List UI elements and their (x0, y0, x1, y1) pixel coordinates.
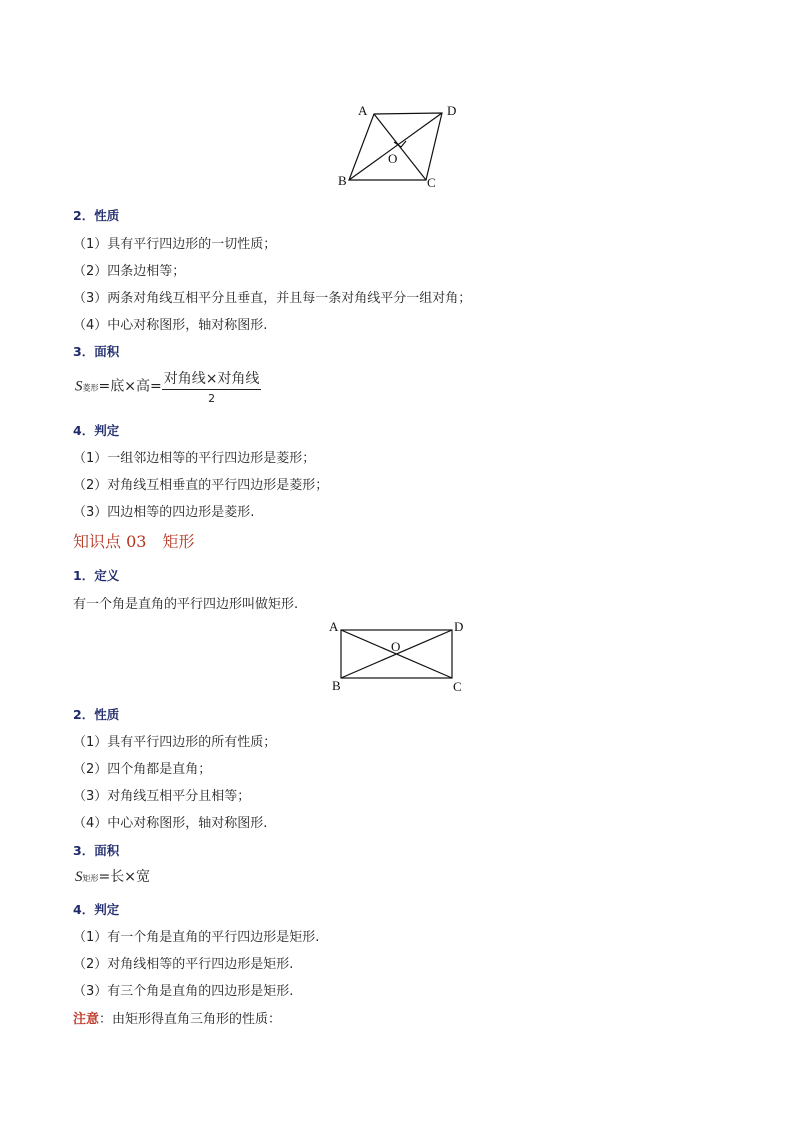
rect-label-o: O (391, 639, 401, 654)
rhombus-property-3: （3）两条对角线互相平分且垂直，并且每一条对角线平分一组对角； (73, 291, 472, 306)
rhombus-property-4: （4）中心对称图形，轴对称图形. (73, 318, 268, 333)
area-denominator: 2 (208, 392, 216, 405)
rect-area-subscript: 矩形 (82, 874, 99, 883)
rect-label-b: B (332, 678, 341, 693)
rhombus-criterion-1: （1）一组邻边相等的平行四边形是菱形； (73, 451, 316, 466)
rect-area-heading: 3．面积 (73, 843, 120, 858)
section-title: 知识点 03 矩形 (73, 532, 195, 551)
rhombus-label-a: A (358, 103, 368, 118)
rect-criterion-2: （2）对角线相等的平行四边形是矩形. (73, 957, 294, 972)
rect-property-4: （4）中心对称图形，轴对称图形. (73, 816, 268, 831)
rhombus-properties-heading: 2．性质 (73, 208, 120, 223)
rect-properties-heading: 2．性质 (73, 707, 120, 722)
rect-area-formula (75, 866, 150, 886)
area-subscript: 菱形 (82, 383, 99, 393)
rhombus-label-c: C (427, 175, 436, 190)
rhombus-label-d: D (447, 103, 457, 118)
rect-definition-heading: 1．定义 (73, 568, 120, 583)
rect-area-rest: =长×宽 (98, 869, 150, 885)
rect-criterion-1: （1）有一个角是直角的平行四边形是矩形. (73, 930, 320, 945)
rhombus-criterion-3: （3）四边相等的四边形是菱形. (73, 505, 255, 520)
rhombus-area-formula (75, 368, 261, 405)
area-symbol: S (75, 378, 83, 395)
note-label: 注意 (73, 1012, 100, 1027)
rhombus-property-2: （2）四条边相等； (73, 264, 186, 279)
rect-criterion-3: （3）有三个角是直角的四边形是矩形. (73, 984, 294, 999)
area-fraction (162, 368, 262, 405)
rhombus-criteria-heading: 4．判定 (73, 423, 120, 438)
rhombus-criterion-2: （2）对角线互相垂直的平行四边形是菱形； (73, 478, 329, 493)
rect-definition: 有一个角是直角的平行四边形叫做矩形. (73, 597, 299, 612)
rhombus-area-heading: 3．面积 (73, 344, 120, 359)
rect-label-a: A (329, 619, 339, 634)
rect-label-d: D (454, 619, 464, 634)
rect-label-c: C (453, 679, 462, 694)
rhombus-label-b: B (338, 173, 347, 188)
rect-property-2: （2）四个角都是直角； (73, 762, 212, 777)
rhombus-label-o: O (388, 151, 398, 166)
note-line (73, 1008, 281, 1027)
rect-area-symbol: S (75, 869, 83, 885)
area-middle: =底×高= (98, 378, 162, 395)
rect-property-3: （3）对角线互相平分且相等； (73, 789, 251, 804)
rectangle-figure (325, 618, 470, 696)
note-text: ：由矩形得直角三角形的性质： (99, 1012, 282, 1027)
rect-criteria-heading: 4．判定 (73, 902, 120, 917)
area-numerator: 对角线×对角线 (162, 368, 262, 390)
rect-property-1: （1）具有平行四边形的所有性质； (73, 735, 277, 750)
rhombus-figure (330, 98, 470, 193)
rhombus-property-1: （1）具有平行四边形的一切性质； (73, 237, 277, 252)
